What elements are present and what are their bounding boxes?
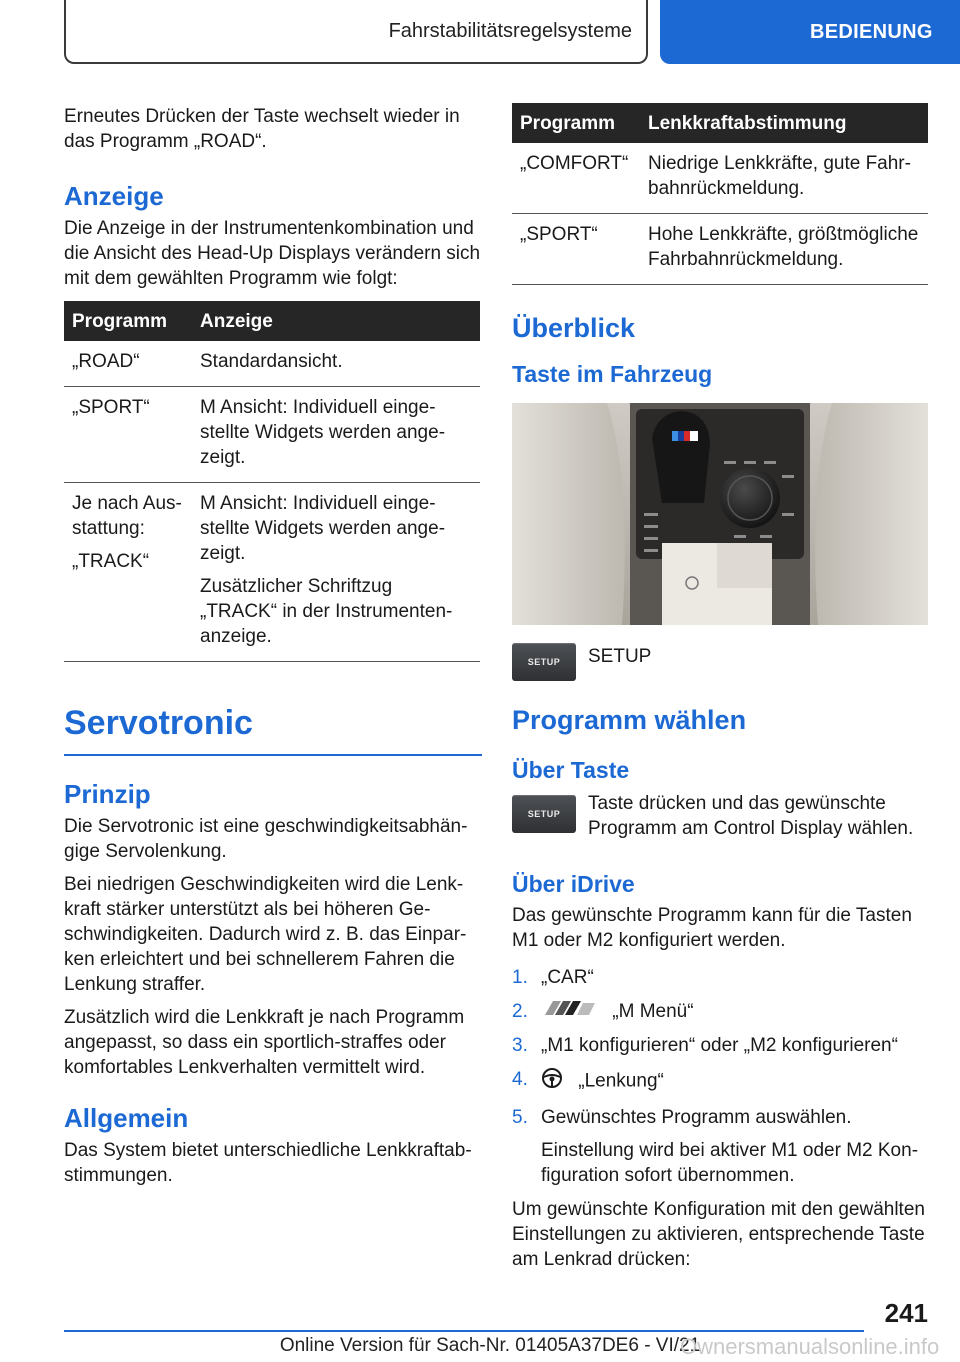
list-item <box>512 1067 928 1096</box>
setup-caption: SETUP <box>588 646 652 667</box>
right-column <box>512 103 928 1272</box>
left-column <box>64 104 482 1188</box>
step-number: 1. <box>512 967 528 988</box>
table-row <box>64 483 480 662</box>
table-header-programm: Programm <box>512 103 640 143</box>
table-cell: „SPORT“ <box>72 397 150 418</box>
table-row <box>64 341 480 387</box>
table-row <box>512 143 928 214</box>
step-text: „M1 konfigurieren“ oder „M2 konfigurieren“ <box>541 1035 898 1057</box>
step-text: Gewünschtes Programm auswählen. <box>541 1107 852 1129</box>
setup-button-icon: SETUP <box>512 795 576 833</box>
ueber-taste-text: Taste drücken und das gewünschte Programm am Control Display wählen. <box>588 793 914 839</box>
heading-ueberblick: Überblick <box>512 313 636 343</box>
step-text: „Lenkung“ <box>578 1071 664 1092</box>
heading-taste-im-fahrzeug: Taste im Fahrzeug <box>512 361 713 387</box>
step-text: „CAR“ <box>541 967 594 988</box>
heading-prinzip: Prinzip <box>64 779 151 809</box>
prinzip-paragraph: Die Servotronic ist eine geschwindigkeitsabhängige Servolenkung. <box>64 816 468 862</box>
anzeige-paragraph: Die Anzeige in der Instrumentenkombination und die Ansicht des Head-Up Displays verändern sich mit dem gewählten Programm wie folgt: <box>64 218 481 289</box>
heading-ueber-taste: Über Taste <box>512 757 630 783</box>
table-row <box>512 214 928 285</box>
list-item <box>512 1105 928 1188</box>
step-number: 5. <box>512 1107 528 1129</box>
idrive-paragraph: Das gewünschte Programm kann für die Tasten M1 oder M2 konfiguriert werden. <box>512 905 912 951</box>
chapter-tab: BEDIENUNG <box>660 0 960 64</box>
step-subtext: Einstellung wird bei aktiver M1 oder M2 Konfiguration sofort übernommen. <box>541 1140 919 1187</box>
setup-button-icon: SETUP <box>512 643 576 681</box>
table-cell: Je nach Ausstattung: <box>72 493 182 539</box>
table-cell: Hohe Lenkkräfte, größtmögliche Fahrbahnrückmeldung. <box>648 224 919 270</box>
anzeige-table <box>64 301 480 662</box>
table-cell: „SPORT“ <box>520 224 598 245</box>
prinzip-paragraph: Bei niedrigen Geschwindigkeiten wird die Lenkkraft stärker unterstützt als bei höheren Geschwindigkeiten. Dadurch wird z. B. das Einparken erleichtert und bei schnellerem Fahren die Lenkung straffer. <box>64 874 467 995</box>
step-text: „M Menü“ <box>612 1001 694 1022</box>
table-header-lenkkraft: Lenkkraftabstimmung <box>640 103 928 143</box>
step-number: 2. <box>512 1001 528 1022</box>
table-header-programm: Programm <box>64 301 192 341</box>
list-item <box>512 965 928 990</box>
allgemein-paragraph: Das System bietet unterschiedliche Lenkkraftabstimmungen. <box>64 1140 472 1186</box>
table-cell: Niedrige Lenkkräfte, gute Fahrbahnrückmeldung. <box>648 153 911 199</box>
table-cell: M Ansicht: Individuell eingestellte Widgets werden angezeigt. <box>200 397 446 468</box>
table-row <box>64 387 480 483</box>
heading-allgemein: Allgemein <box>64 1103 189 1133</box>
heading-servotronic: Servotronic <box>64 702 482 756</box>
page-number: 241 <box>884 1298 928 1328</box>
prinzip-paragraph: Zusätzlich wird die Lenkkraft je nach Programm angepasst, so dass ein sportlich-straffes oder komfortables Lenkverhalten vermittelt wird. <box>64 1007 465 1078</box>
table-cell: „TRACK“ <box>72 551 150 572</box>
list-item <box>512 1033 928 1058</box>
table-cell: Zusätzlicher Schriftzug „TRACK“ in der Instrumentenanzeige. <box>200 576 453 647</box>
list-item <box>512 999 928 1024</box>
steering-wheel-icon <box>541 1067 563 1096</box>
section-header: Fahrstabilitätsregelsysteme <box>64 0 648 64</box>
footer-online-version: Online Version für Sach-Nr. 01405A37DE6 - VI/21 <box>279 1335 701 1356</box>
intro-paragraph: Erneutes Drücken der Taste wechselt wieder in das Programm „ROAD“. <box>64 106 460 152</box>
table-cell: Standardansicht. <box>200 351 343 372</box>
table-cell: „ROAD“ <box>72 351 140 372</box>
table-header-row <box>64 301 480 341</box>
footer-divider <box>64 1330 864 1332</box>
m-logo-icon <box>541 999 597 1024</box>
heading-programm-waehlen: Programm wählen <box>512 705 747 735</box>
idrive-steps <box>512 965 928 1188</box>
table-header-row <box>512 103 928 143</box>
table-cell: „COMFORT“ <box>520 153 629 174</box>
table-cell: M Ansicht: Individuell eingestellte Widgets werden angezeigt. <box>200 493 446 564</box>
step-number: 3. <box>512 1035 528 1057</box>
setup-caption-row <box>512 643 928 681</box>
idrive-outro: Um gewünschte Konfiguration mit den gewählten Einstellungen zu aktivieren, entsprechende Taste am Lenkrad drücken: <box>512 1199 925 1271</box>
ueber-taste-row <box>512 791 928 841</box>
heading-anzeige: Anzeige <box>64 181 164 211</box>
watermark: Ownersmanualsonline.info <box>680 1334 940 1359</box>
step-number: 4. <box>512 1069 528 1091</box>
table-header-anzeige: Anzeige <box>192 301 480 341</box>
heading-ueber-idrive: Über iDrive <box>512 871 635 897</box>
console-photo <box>512 403 928 625</box>
console-illustration <box>512 403 928 625</box>
lenkkraft-table <box>512 103 928 285</box>
